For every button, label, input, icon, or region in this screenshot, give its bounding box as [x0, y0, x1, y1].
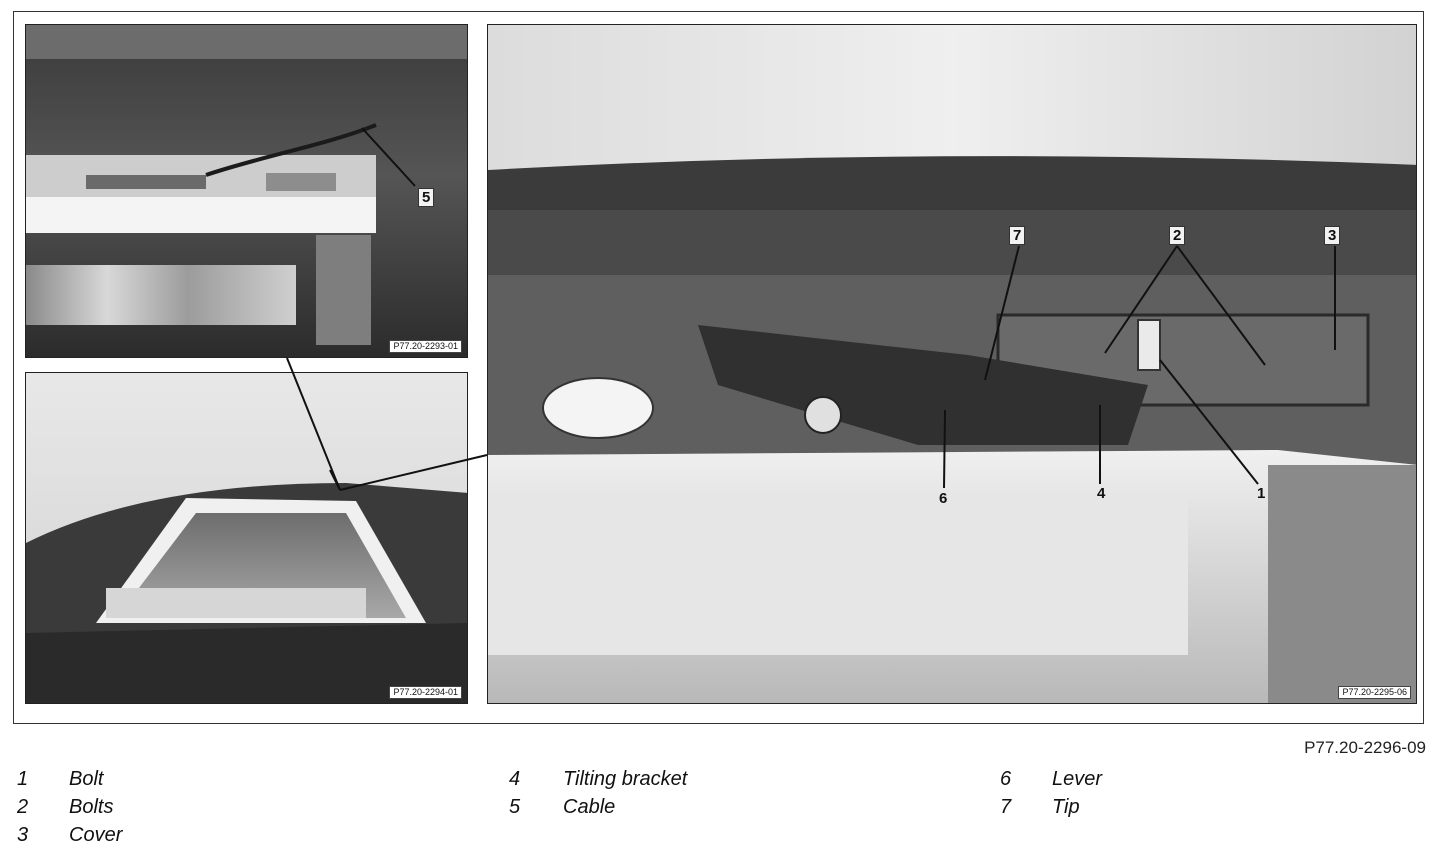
callout-2: 2 — [1169, 226, 1185, 245]
legend-item — [509, 768, 909, 796]
photo-code: P77.20-2294-01 — [389, 686, 462, 699]
callout-1: 1 — [1257, 485, 1266, 502]
legend-number: 4 — [509, 768, 521, 790]
legend-label: Tip — [1052, 796, 1080, 818]
legend-item — [17, 768, 417, 796]
photo-roof-overview-image — [26, 373, 468, 704]
legend-label: Cover — [69, 824, 123, 846]
legend-item — [509, 796, 909, 824]
legend-item — [1000, 796, 1300, 824]
legend-label: Cable — [563, 796, 616, 818]
legend-number: 3 — [17, 824, 29, 846]
photo-mechanism-detail — [487, 24, 1417, 704]
legend-label: Bolt — [69, 768, 104, 790]
legend-item — [17, 796, 417, 824]
callout-4: 4 — [1097, 485, 1106, 502]
callout-5: 5 — [418, 188, 434, 207]
legend-number: 2 — [17, 796, 29, 818]
legend-number: 1 — [17, 768, 29, 790]
legend-item — [1000, 768, 1300, 796]
legend-label: Bolts — [69, 796, 114, 818]
callout-7: 7 — [1009, 226, 1025, 245]
legend-label: Tilting bracket — [563, 768, 688, 790]
photo-code: P77.20-2293-01 — [389, 340, 462, 353]
photo-cable-detail — [25, 24, 468, 358]
legend-number: 6 — [1000, 768, 1012, 790]
photo-mechanism-detail-image — [488, 25, 1417, 704]
legend-number: 7 — [1000, 796, 1012, 818]
callout-3: 3 — [1324, 226, 1340, 245]
legend-label: Lever — [1052, 768, 1103, 790]
legend-number: 5 — [509, 796, 521, 818]
callout-6: 6 — [939, 490, 948, 507]
figure-reference: P77.20-2296-09 — [1304, 738, 1426, 757]
legend-column-2 — [509, 768, 909, 824]
photo-roof-overview — [25, 372, 468, 704]
photo-cable-detail-image — [26, 25, 468, 358]
legend-item — [17, 824, 417, 852]
legend-column-3 — [1000, 768, 1300, 824]
photo-code: P77.20-2295-06 — [1338, 686, 1411, 699]
legend-column-1 — [17, 768, 417, 852]
